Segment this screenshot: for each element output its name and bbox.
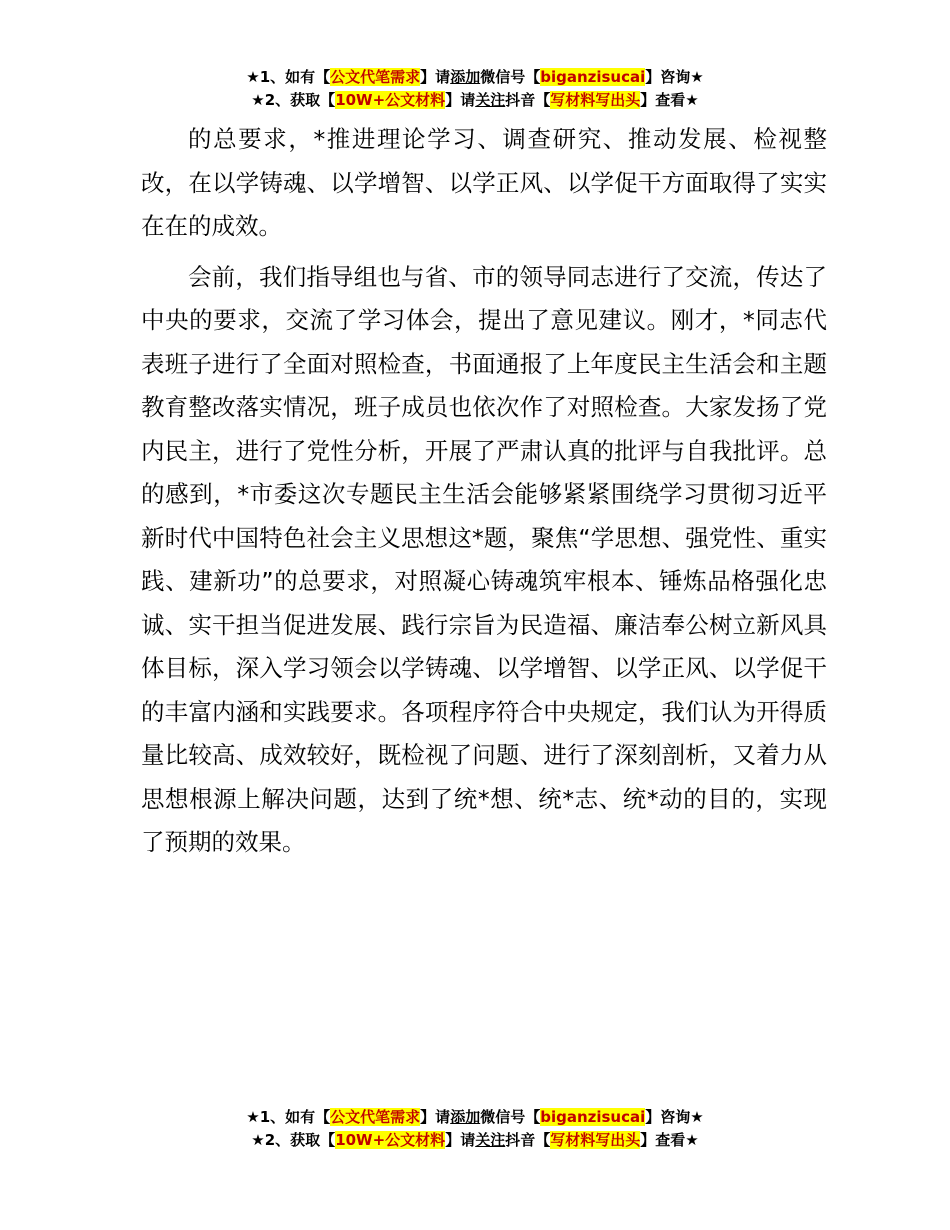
douyin-id-highlight: 写材料写出头: [550, 91, 641, 109]
header-banner: [0, 66, 950, 112]
banner-text: 抖音【: [505, 91, 551, 109]
banner-underlined-text: 关注: [475, 91, 506, 109]
banner-text: 抖音【: [505, 1131, 551, 1149]
wechat-id-highlight: biganzisucai: [540, 1108, 646, 1126]
banner-text: 】请: [445, 1131, 476, 1149]
materials-highlight: 10W+公文材料: [335, 91, 446, 109]
banner-underlined-text: 添加: [450, 1108, 481, 1126]
document-body: [141, 118, 827, 872]
service-highlight: 公文代笔需求: [330, 1108, 421, 1126]
douyin-id-highlight: 写材料写出头: [550, 1131, 641, 1149]
banner-text: 】请: [420, 68, 451, 86]
banner-text: 】请: [420, 1108, 451, 1126]
banner-text: 】咨询★: [645, 68, 704, 86]
banner-line-2: [0, 1129, 950, 1152]
banner-text: ★1、如有【: [246, 68, 331, 86]
banner-line-1: [0, 66, 950, 89]
paragraph: 的总要求，*推进理论学习、调查研究、推动发展、检视整改，在以学铸魂、以学增智、以学正风、以学促干方面取得了实实在在的成效。: [141, 125, 827, 240]
banner-text: 】咨询★: [645, 1108, 704, 1126]
banner-underlined-text: 添加: [450, 68, 481, 86]
banner-text: 】请: [445, 91, 476, 109]
banner-text: 】查看★: [640, 91, 699, 109]
footer-banner: [0, 1106, 950, 1152]
banner-text: ★1、如有【: [246, 1108, 331, 1126]
banner-line-2: [0, 89, 950, 112]
materials-highlight: 10W+公文材料: [335, 1131, 446, 1149]
banner-line-1: [0, 1106, 950, 1129]
banner-underlined-text: 关注: [475, 1131, 506, 1149]
banner-text: 微信号【: [480, 1108, 541, 1126]
wechat-id-highlight: biganzisucai: [540, 68, 646, 86]
banner-text: 】查看★: [640, 1131, 699, 1149]
banner-text: ★2、获取【: [251, 1131, 336, 1149]
banner-text: 微信号【: [480, 68, 541, 86]
service-highlight: 公文代笔需求: [330, 68, 421, 86]
paragraph: 会前，我们指导组也与省、市的领导同志进行了交流，传达了中央的要求，交流了学习体会，提出了意见建议。刚才，*同志代表班子进行了全面对照检查，书面通报了上年度民主生活会和主题教育整改落实情况，班子成员也依次作了对照检查。大家发扬了党内民主，进行了党性分析，开展了严肃认真的批评与自我批评。总的感到，*市委这次专题民主生活会能够紧紧围绕学习贯彻习近平新时代中国特色社会主义思想这*题，聚焦“学思想、强党性、重实践、建新功”的总要求，对照凝心铸魂筑牢根本、锤炼品格强化忠诚、实干担当促进发展、践行宗旨为民造福、廉洁奉公树立新风具体目标，深入学习领会以学铸魂、以学增智、以学正风、以学促干的丰富内涵和实践要求。各项程序符合中央规定，我们认为开得质量比较高、成效较好，既检视了问题、进行了深刻剖析，又着力从思想根源上解决问题，达到了统*想、统*志、统*动的目的，实现了预期的效果。: [141, 262, 827, 856]
banner-text: ★2、获取【: [251, 91, 336, 109]
